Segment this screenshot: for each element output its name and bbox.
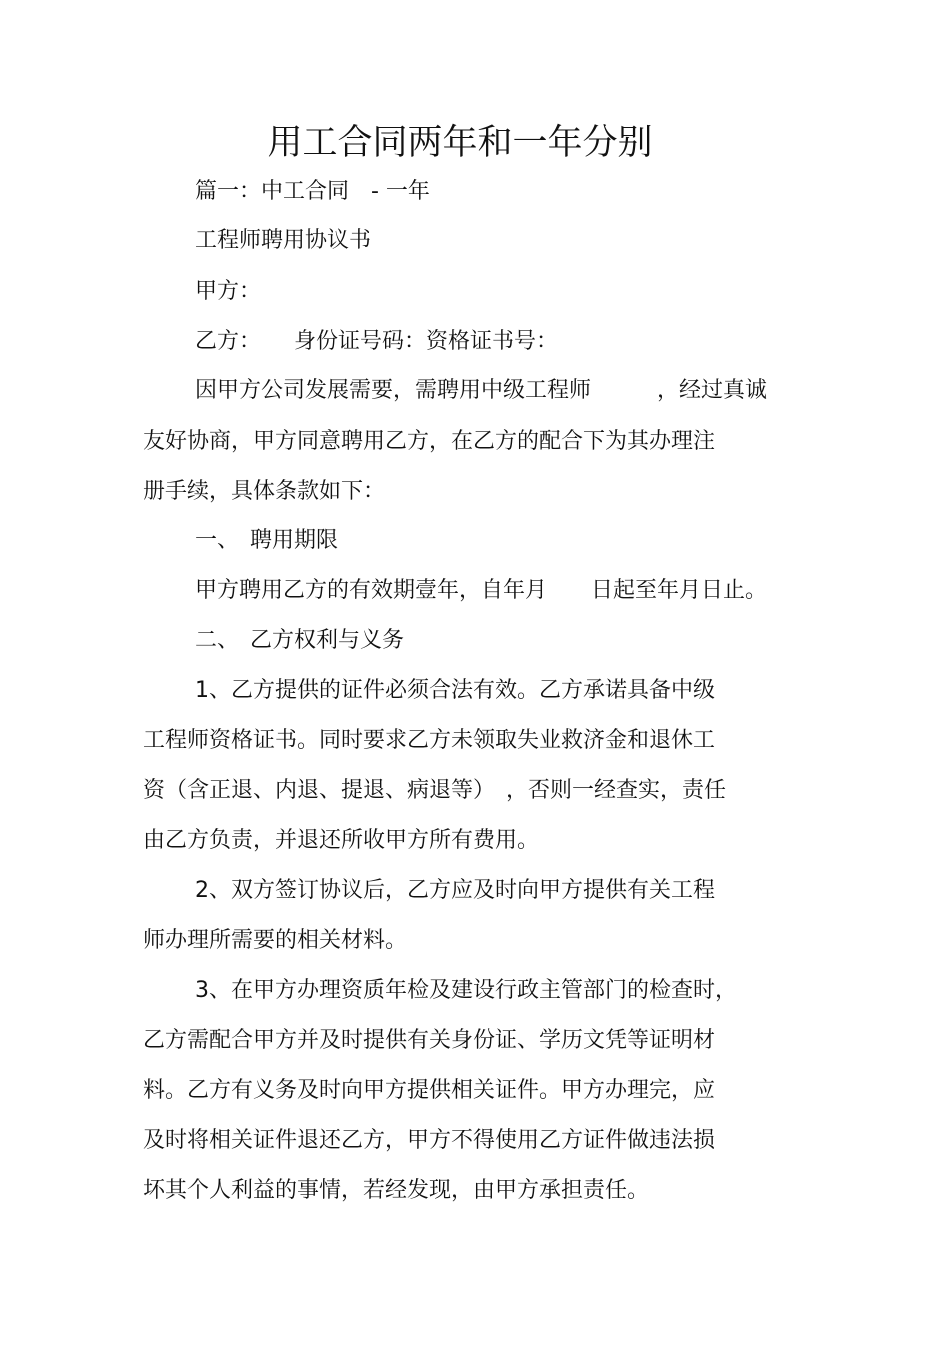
- item-1-line: 由乙方负责，并退还所收甲方所有费用。: [143, 828, 540, 853]
- item-3-line: 乙方需配合甲方并及时提供有关身份证、学历文凭等证明材: [143, 1028, 716, 1053]
- item-3-line: 及时将相关证件退还乙方，甲方不得使用乙方证件做违法损: [143, 1128, 716, 1153]
- intro-paragraph-line: 册手续，具体条款如下：: [143, 479, 386, 504]
- item-1-line: 资（含正退、内退、提退、病退等） ，否则一经查实，责任: [143, 778, 727, 803]
- intro-paragraph-line: 因甲方公司发展需要，需聘用中级工程师 ，经过真诚: [195, 378, 768, 403]
- party-a-line: 甲方：: [195, 279, 262, 304]
- item-3-line: 料。乙方有义务及时向甲方提供相关证件。甲方办理完，应: [143, 1078, 716, 1103]
- agreement-title: 工程师聘用协议书: [195, 228, 372, 253]
- item-1-line: 工程师资格证书。同时要求乙方未领取失业救济金和退休工: [143, 728, 716, 753]
- item-3-line: 3、在甲方办理资质年检及建设行政主管部门的检查时，: [195, 978, 737, 1003]
- section-heading-part-one: 篇一：中工合同 - 一年: [195, 179, 430, 204]
- item-2-line: 2、双方签订协议后，乙方应及时向甲方提供有关工程: [195, 878, 715, 903]
- clause-heading-term: 一、 聘用期限: [195, 528, 339, 553]
- item-3-line: 坏其个人利益的事情，若经发现，由甲方承担责任。: [143, 1178, 650, 1203]
- item-2-line: 师办理所需要的相关材料。: [143, 928, 408, 953]
- party-b-line: 乙方： 身份证号码：资格证书号：: [195, 329, 559, 354]
- document-title: 用工合同两年和一年分别: [267, 123, 653, 163]
- term-paragraph-line: 甲方聘用乙方的有效期壹年，自年月 日起至年月日止。: [195, 578, 768, 603]
- clause-heading-rights: 二、 乙方权利与义务: [195, 628, 405, 653]
- intro-paragraph-line: 友好协商，甲方同意聘用乙方，在乙方的配合下为其办理注: [143, 429, 716, 454]
- item-1-line: 1、乙方提供的证件必须合法有效。乙方承诺具备中级: [195, 678, 715, 703]
